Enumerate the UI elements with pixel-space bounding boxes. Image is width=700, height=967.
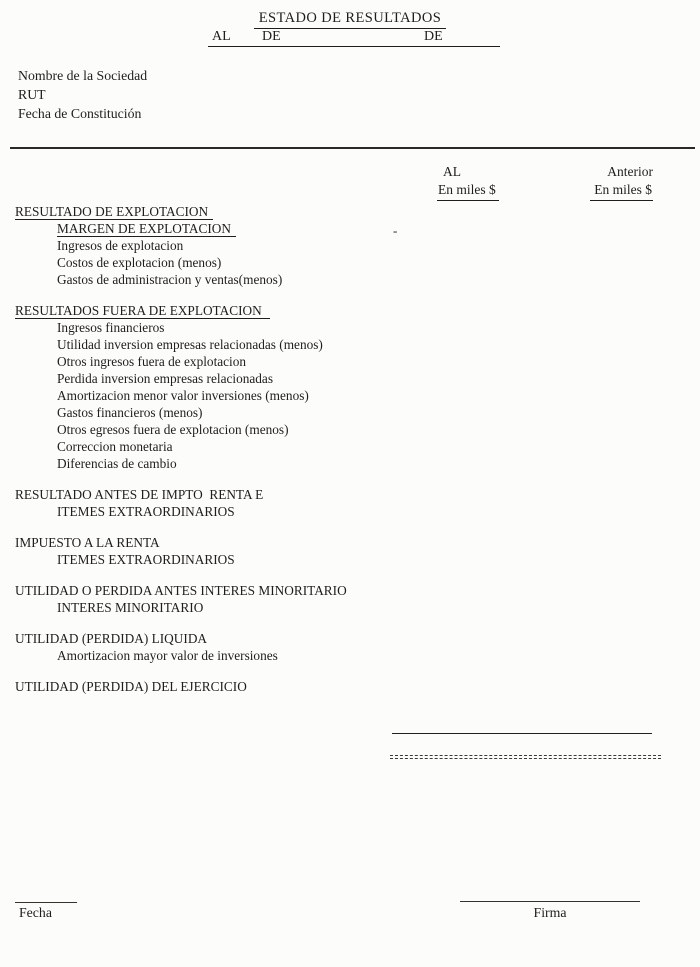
prior-period-column-header <box>575 163 653 201</box>
statement-row-label: Gastos financieros (menos) <box>57 405 203 420</box>
company-name-label: Nombre de la Sociedad <box>18 68 148 83</box>
statement-row-label: RESULTADO ANTES DE IMPTO RENTA E <box>15 487 264 502</box>
subtotal-fill-line[interactable] <box>392 733 652 734</box>
prior-period-unit-label: En miles $ <box>590 181 653 201</box>
company-info-block <box>18 66 147 124</box>
statement-section-row <box>15 582 347 599</box>
statement-row-label: Diferencias de cambio <box>57 456 177 471</box>
statement-row-label: Ingresos de explotacion <box>57 238 184 253</box>
signature-label: Firma <box>533 905 567 920</box>
date-separator-de-2: DE <box>424 29 443 44</box>
statement-section-row <box>15 630 347 647</box>
statement-subitem-row <box>15 421 347 438</box>
date-separator-de-1: DE <box>262 29 281 44</box>
statement-subitem-row <box>15 237 347 254</box>
statement-row-label: Utilidad inversion empresas relacionadas (menos) <box>57 337 323 352</box>
statement-row-label: INTERES MINORITARIO <box>57 600 204 615</box>
statement-subitem-row <box>15 503 347 520</box>
statement-row-label: Amortizacion menor valor inversiones (menos) <box>57 388 309 403</box>
statement-subitem-row <box>15 254 347 271</box>
statement-subitem-row <box>15 271 347 288</box>
statement-row-label: Gastos de administracion y ventas(menos) <box>57 272 283 287</box>
statement-section-row <box>15 302 347 319</box>
date-signature-block <box>15 902 77 921</box>
date-fill-line[interactable] <box>15 902 77 903</box>
statement-subitem-row <box>15 319 347 336</box>
current-period-label: AL <box>443 164 461 179</box>
statement-row-label: MARGEN DE EXPLOTACION <box>57 221 236 237</box>
statement-row-label: ITEMES EXTRAORDINARIOS <box>57 552 235 567</box>
statement-subitem-row <box>15 438 347 455</box>
statement-subitem-row <box>15 599 347 616</box>
statement-row-label: Ingresos financieros <box>57 320 165 335</box>
prior-period-label: Anterior <box>607 164 653 179</box>
statement-subitem-row <box>15 220 347 237</box>
grand-total-fill-line[interactable] <box>390 755 661 759</box>
current-period-unit-label: En miles $ <box>437 181 499 201</box>
statement-row-label: Otros egresos fuera de explotacion (menos) <box>57 422 289 437</box>
signature-block <box>460 901 640 921</box>
statement-row-label: Costos de explotacion (menos) <box>57 255 222 270</box>
document-title: ESTADO DE RESULTADOS <box>254 10 446 29</box>
statement-row-label: UTILIDAD (PERDIDA) LIQUIDA <box>15 631 208 646</box>
company-rut-label: RUT <box>18 87 46 103</box>
date-label: Fecha <box>19 905 52 920</box>
statement-row-label: RESULTADO DE EXPLOTACION <box>15 204 213 220</box>
header-divider-rule <box>10 147 695 149</box>
statement-row-label: Amortizacion mayor valor de inversiones <box>57 648 278 663</box>
statement-line-items <box>15 203 347 695</box>
statement-row-label: RESULTADOS FUERA DE EXPLOTACION <box>15 303 270 319</box>
statement-subitem-row <box>15 455 347 472</box>
statement-section-row <box>15 486 347 503</box>
signature-fill-line[interactable] <box>460 901 640 902</box>
document-header <box>0 9 700 29</box>
stray-dash-mark: - <box>393 223 398 238</box>
statement-subitem-row <box>15 370 347 387</box>
statement-section-row <box>15 678 347 695</box>
date-prefix-al: AL <box>212 29 231 44</box>
statement-subitem-row <box>15 551 347 568</box>
company-constitution-date-label: Fecha de Constitución <box>18 106 142 122</box>
statement-row-label: UTILIDAD (PERDIDA) DEL EJERCICIO <box>15 679 247 694</box>
statement-row-label: ITEMES EXTRAORDINARIOS <box>57 504 235 519</box>
statement-subitem-row <box>15 336 347 353</box>
statement-subitem-row <box>15 353 347 370</box>
statement-subitem-row <box>15 647 347 664</box>
statement-date-fill-line[interactable] <box>208 29 500 47</box>
statement-row-label: Correccion monetaria <box>57 439 173 454</box>
current-period-column-header <box>437 163 499 201</box>
statement-row-label: Otros ingresos fuera de explotacion <box>57 354 247 369</box>
statement-subitem-row <box>15 404 347 421</box>
statement-subitem-row <box>15 387 347 404</box>
statement-row-label: IMPUESTO A LA RENTA <box>15 535 160 550</box>
statement-row-label: UTILIDAD O PERDIDA ANTES INTERES MINORITARIO <box>15 583 347 598</box>
statement-section-row <box>15 203 347 220</box>
statement-row-label: Perdida inversion empresas relacionadas <box>57 371 273 386</box>
statement-section-row <box>15 534 347 551</box>
